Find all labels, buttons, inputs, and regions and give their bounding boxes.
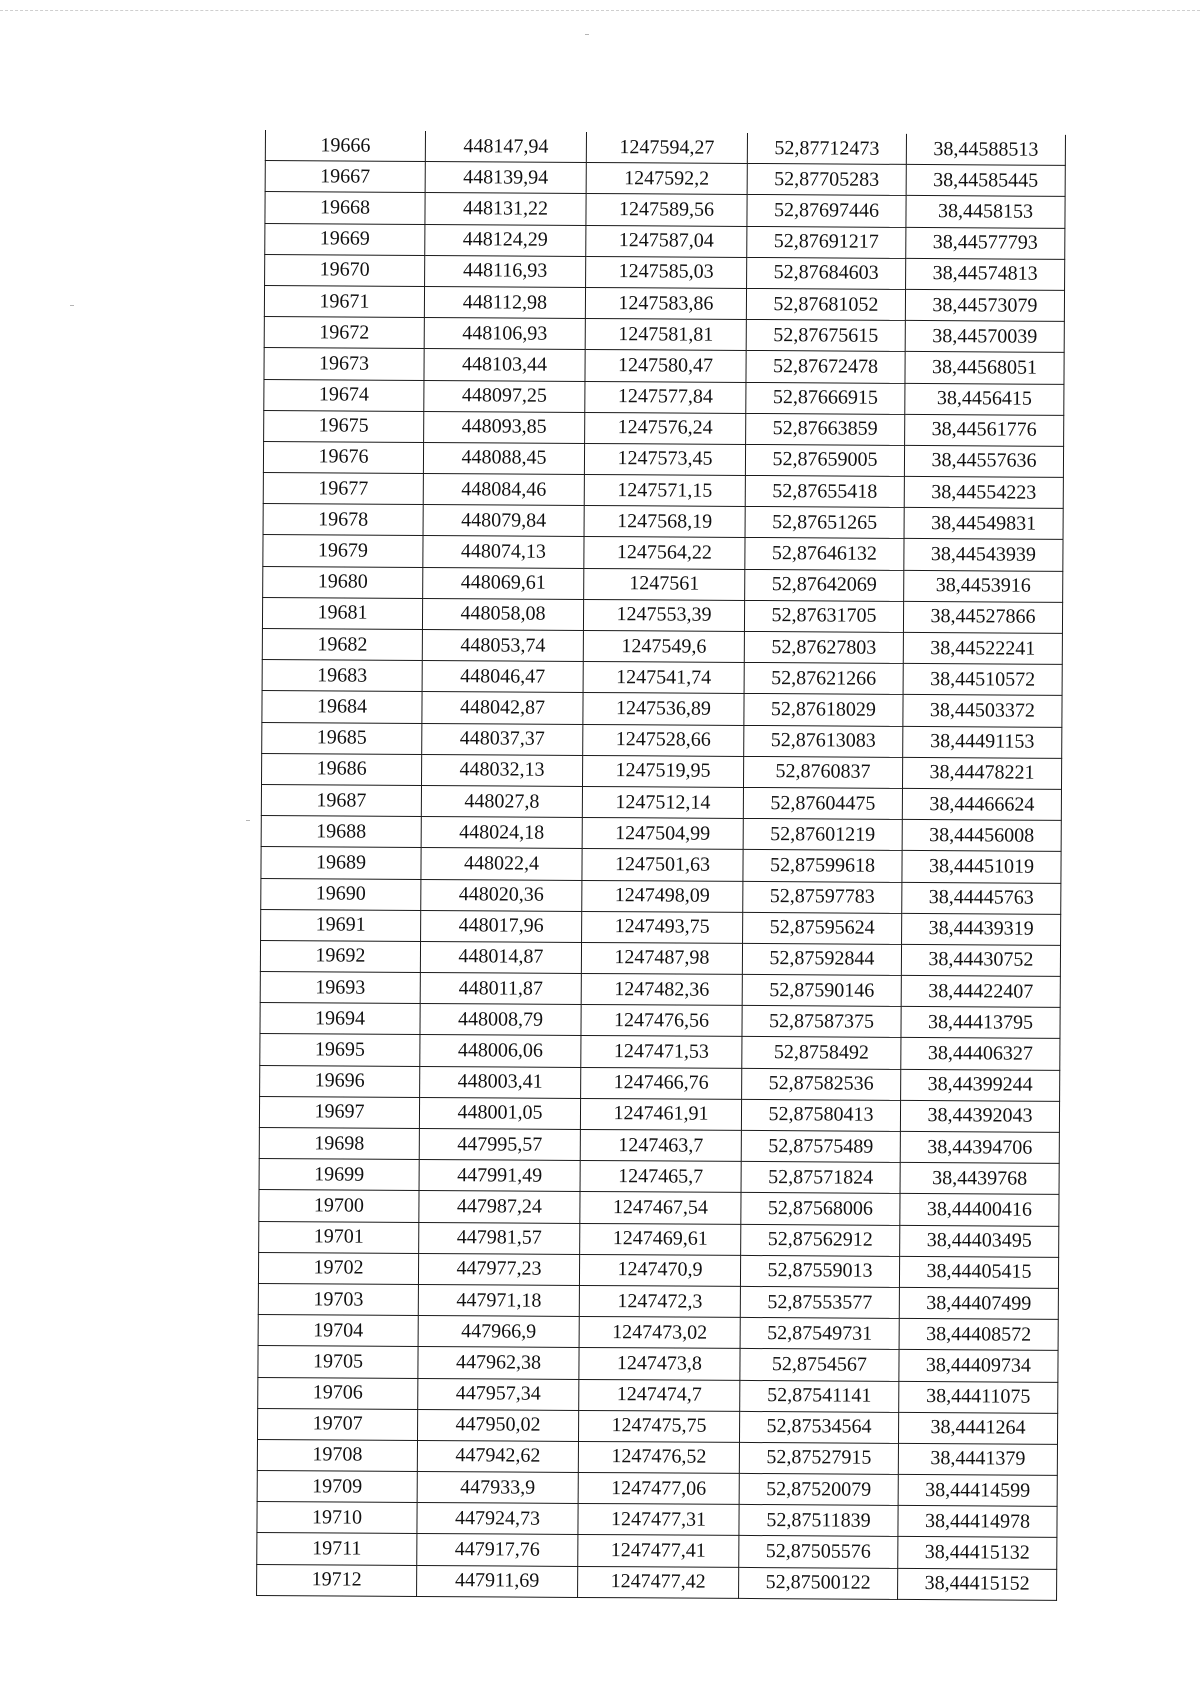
longitude-cell: 38,4453916 [904,570,1063,602]
longitude-cell: 38,44415152 [898,1568,1057,1600]
table-row [265,192,1065,228]
point-number-cell: 19684 [262,691,422,723]
table-row [263,441,1063,477]
y-coordinate-cell: 1247461,91 [580,1098,741,1130]
y-coordinate-cell: 1247498,09 [582,880,743,912]
x-coordinate-cell: 448116,93 [425,255,586,287]
x-coordinate-cell: 448017,96 [421,910,582,942]
latitude-cell: 52,87562912 [741,1224,900,1256]
x-coordinate-cell: 447971,18 [418,1284,579,1316]
table-row [257,1471,1057,1507]
point-number-cell: 19685 [262,722,422,754]
latitude-cell: 52,87663859 [746,413,905,445]
point-number-cell: 19669 [265,223,425,255]
point-number-cell: 19709 [257,1471,417,1503]
latitude-cell: 52,87712473 [747,133,906,165]
latitude-cell: 52,87651265 [745,507,904,539]
table-row [265,161,1065,197]
point-number-cell: 19682 [262,628,422,660]
longitude-cell: 38,44574813 [906,258,1065,290]
y-coordinate-cell: 1247501,63 [582,849,743,881]
x-coordinate-cell: 447950,02 [417,1409,578,1441]
longitude-cell: 38,4458153 [906,196,1065,228]
latitude-cell: 52,87684603 [747,257,906,289]
table-row [265,223,1065,259]
x-coordinate-cell: 448037,37 [422,723,583,755]
y-coordinate-cell: 1247482,36 [581,974,742,1006]
x-coordinate-cell: 448053,74 [422,629,583,661]
x-coordinate-cell: 447933,9 [417,1472,578,1504]
table-row [258,1252,1058,1288]
x-coordinate-cell: 448006,06 [420,1035,581,1067]
y-coordinate-cell: 1247573,45 [584,443,745,475]
y-coordinate-cell: 1247477,41 [578,1535,739,1567]
table-row [263,473,1063,509]
x-coordinate-cell: 448074,13 [423,536,584,568]
latitude-cell: 52,87580413 [741,1099,900,1131]
y-coordinate-cell: 1247474,7 [579,1379,740,1411]
y-coordinate-cell: 1247571,15 [584,475,745,507]
table-row [259,1127,1059,1163]
latitude-cell: 52,87659005 [745,444,904,476]
longitude-cell: 38,44406327 [901,1038,1060,1070]
y-coordinate-cell: 1247568,19 [584,506,745,538]
point-number-cell: 19677 [263,473,423,505]
table-row [261,909,1061,945]
y-coordinate-cell: 1247487,98 [581,942,742,974]
y-coordinate-cell: 1247519,95 [582,755,743,787]
latitude-cell: 52,87575489 [741,1130,900,1162]
x-coordinate-cell: 448001,05 [419,1097,580,1129]
latitude-cell: 52,87595624 [743,912,902,944]
x-coordinate-cell: 448058,08 [422,598,583,630]
x-coordinate-cell: 448024,18 [421,817,582,849]
point-number-cell: 19705 [258,1346,418,1378]
table-row [259,1190,1059,1226]
y-coordinate-cell: 1247581,81 [585,319,746,351]
longitude-cell: 38,4441264 [898,1412,1057,1444]
x-coordinate-cell: 448046,47 [422,661,583,693]
latitude-cell: 52,87541141 [740,1380,899,1412]
y-coordinate-cell: 1247594,27 [586,132,747,164]
point-number-cell: 19676 [263,441,423,473]
table-row [265,130,1065,166]
x-coordinate-cell: 447991,49 [419,1160,580,1192]
y-coordinate-cell: 1247465,7 [580,1161,741,1193]
x-coordinate-cell: 448084,46 [423,474,584,506]
table-row [260,972,1060,1008]
latitude-cell: 52,87672478 [746,351,905,383]
latitude-cell: 52,87597783 [743,881,902,913]
longitude-cell: 38,44408572 [899,1319,1058,1351]
y-coordinate-cell: 1247477,42 [578,1566,739,1598]
latitude-cell: 52,8754567 [740,1349,899,1381]
point-number-cell: 19688 [261,816,421,848]
latitude-cell: 52,87587375 [742,1006,901,1038]
x-coordinate-cell: 448139,94 [425,162,586,194]
point-number-cell: 19699 [259,1159,419,1191]
point-number-cell: 19678 [263,504,423,536]
longitude-cell: 38,44394706 [900,1131,1059,1163]
table-row [260,1034,1060,1070]
x-coordinate-cell: 448008,79 [420,1004,581,1036]
table-row [260,1003,1060,1039]
point-number-cell: 19694 [260,1003,420,1035]
y-coordinate-cell: 1247473,8 [579,1348,740,1380]
table-row [262,691,1062,727]
y-coordinate-cell: 1247471,53 [581,1036,742,1068]
point-number-cell: 19687 [261,784,421,816]
y-coordinate-cell: 1247470,9 [579,1254,740,1286]
latitude-cell: 52,87599618 [743,850,902,882]
table-row [263,504,1063,540]
longitude-cell: 38,44405415 [899,1256,1058,1288]
latitude-cell: 52,87592844 [742,943,901,975]
longitude-cell: 38,44543939 [904,539,1063,571]
table-row [262,753,1062,789]
coordinates-table-body [257,130,1066,1600]
y-coordinate-cell: 1247587,04 [586,225,747,257]
table-row [264,317,1064,353]
table-row [262,722,1062,758]
latitude-cell: 52,87500122 [739,1567,898,1599]
point-number-cell: 19679 [263,535,423,567]
point-number-cell: 19690 [261,878,421,910]
table-row [263,566,1063,602]
latitude-cell: 52,87697446 [747,195,906,227]
longitude-cell: 38,44522241 [903,632,1062,664]
table-row [261,878,1061,914]
latitude-cell: 52,87631705 [744,600,903,632]
point-number-cell: 19675 [264,410,424,442]
latitude-cell: 52,87627803 [744,631,903,663]
point-number-cell: 19703 [258,1283,418,1315]
table-row [257,1502,1057,1538]
point-number-cell: 19712 [257,1564,417,1596]
y-coordinate-cell: 1247553,39 [583,599,744,631]
point-number-cell: 19702 [258,1252,418,1284]
latitude-cell: 52,87618029 [744,694,903,726]
longitude-cell: 38,44568051 [905,352,1064,384]
longitude-cell: 38,44557636 [904,445,1063,477]
longitude-cell: 38,44577793 [906,227,1065,259]
x-coordinate-cell: 448032,13 [421,754,582,786]
table-row [263,535,1063,571]
y-coordinate-cell: 1247466,76 [581,1067,742,1099]
y-coordinate-cell: 1247576,24 [585,412,746,444]
latitude-cell: 52,8758492 [742,1037,901,1069]
latitude-cell: 52,87505576 [739,1536,898,1568]
point-number-cell: 19711 [257,1533,417,1565]
x-coordinate-cell: 448097,25 [424,380,585,412]
point-number-cell: 19693 [260,972,420,1004]
x-coordinate-cell: 448011,87 [420,973,581,1005]
table-row [259,1159,1059,1195]
table-row [265,254,1065,290]
point-number-cell: 19710 [257,1502,417,1534]
y-coordinate-cell: 1247467,54 [580,1192,741,1224]
longitude-cell: 38,44570039 [905,321,1064,353]
point-number-cell: 19692 [260,940,420,972]
x-coordinate-cell: 448112,98 [424,286,585,318]
y-coordinate-cell: 1247473,02 [579,1317,740,1349]
y-coordinate-cell: 1247463,7 [580,1129,741,1161]
longitude-cell: 38,44414978 [898,1506,1057,1538]
latitude-cell: 52,87621266 [744,663,903,695]
latitude-cell: 52,87582536 [742,1068,901,1100]
y-coordinate-cell: 1247477,06 [578,1473,739,1505]
longitude-cell: 38,4456415 [905,383,1064,415]
y-coordinate-cell: 1247580,47 [585,350,746,382]
longitude-cell: 38,44456008 [902,820,1061,852]
latitude-cell: 52,87642069 [745,569,904,601]
y-coordinate-cell: 1247476,56 [581,1005,742,1037]
longitude-cell: 38,44439319 [902,913,1061,945]
y-coordinate-cell: 1247577,84 [585,381,746,413]
latitude-cell: 52,87534564 [739,1411,898,1443]
table-row [257,1564,1057,1600]
longitude-cell: 38,44585445 [906,165,1065,197]
longitude-cell: 38,44445763 [902,882,1061,914]
y-coordinate-cell: 1247477,31 [578,1504,739,1536]
x-coordinate-cell: 447995,57 [419,1128,580,1160]
y-coordinate-cell: 1247585,03 [586,256,747,288]
y-coordinate-cell: 1247583,86 [585,287,746,319]
point-number-cell: 19697 [259,1096,419,1128]
longitude-cell: 38,44554223 [904,476,1063,508]
scan-top-edge [0,10,1200,12]
scan-speck [246,820,250,821]
longitude-cell: 38,44414599 [898,1474,1057,1506]
latitude-cell: 52,87527915 [739,1442,898,1474]
latitude-cell: 52,87559013 [740,1255,899,1287]
x-coordinate-cell: 447981,57 [419,1222,580,1254]
x-coordinate-cell: 448069,61 [423,567,584,599]
y-coordinate-cell: 1247564,22 [584,537,745,569]
y-coordinate-cell: 1247592,2 [586,163,747,195]
table-row [258,1377,1058,1413]
table-row [262,660,1062,696]
y-coordinate-cell: 1247469,61 [580,1223,741,1255]
latitude-cell: 52,87520079 [739,1473,898,1505]
point-number-cell: 19673 [264,348,424,380]
y-coordinate-cell: 1247589,56 [586,194,747,226]
latitude-cell: 52,87571824 [741,1162,900,1194]
point-number-cell: 19681 [262,597,422,629]
table-row [257,1533,1057,1569]
x-coordinate-cell: 447917,76 [417,1534,578,1566]
longitude-cell: 38,44422407 [901,975,1060,1007]
table-row [260,940,1060,976]
latitude-cell: 52,87675615 [746,320,905,352]
point-number-cell: 19671 [264,285,424,317]
longitude-cell: 38,4441379 [898,1443,1057,1475]
point-number-cell: 19696 [260,1065,420,1097]
x-coordinate-cell: 448079,84 [423,505,584,537]
point-number-cell: 19686 [262,753,422,785]
latitude-cell: 52,87549731 [740,1318,899,1350]
longitude-cell: 38,44409734 [899,1350,1058,1382]
longitude-cell: 38,44430752 [901,944,1060,976]
longitude-cell: 38,44403495 [900,1225,1059,1257]
point-number-cell: 19674 [264,379,424,411]
x-coordinate-cell: 448003,41 [420,1066,581,1098]
x-coordinate-cell: 448124,29 [425,224,586,256]
table-row [264,285,1064,321]
point-number-cell: 19683 [262,660,422,692]
x-coordinate-cell: 448022,4 [421,848,582,880]
y-coordinate-cell: 1247512,14 [582,786,743,818]
latitude-cell: 52,87511839 [739,1505,898,1537]
longitude-cell: 38,4439768 [900,1163,1059,1195]
latitude-cell: 52,87590146 [742,974,901,1006]
y-coordinate-cell: 1247472,3 [579,1285,740,1317]
x-coordinate-cell: 447911,69 [417,1565,578,1597]
longitude-cell: 38,44400416 [900,1194,1059,1226]
x-coordinate-cell: 447987,24 [419,1191,580,1223]
x-coordinate-cell: 448093,85 [424,411,585,443]
x-coordinate-cell: 448027,8 [421,785,582,817]
table-row [259,1221,1059,1257]
x-coordinate-cell: 448147,94 [425,131,586,163]
table-row [259,1096,1059,1132]
scan-speck [70,305,74,306]
x-coordinate-cell: 448020,36 [421,879,582,911]
longitude-cell: 38,44588513 [906,134,1065,166]
table-row [262,628,1062,664]
y-coordinate-cell: 1247549,6 [583,630,744,662]
table-row [257,1439,1057,1475]
table-row [264,348,1064,384]
y-coordinate-cell: 1247504,99 [582,818,743,850]
y-coordinate-cell: 1247528,66 [583,724,744,756]
table-row [258,1346,1058,1382]
x-coordinate-cell: 447962,38 [418,1347,579,1379]
longitude-cell: 38,44407499 [899,1287,1058,1319]
x-coordinate-cell: 447977,23 [418,1253,579,1285]
longitude-cell: 38,44411075 [899,1381,1058,1413]
table-row [258,1315,1058,1351]
longitude-cell: 38,44573079 [905,289,1064,321]
table-row [264,379,1064,415]
longitude-cell: 38,44549831 [904,508,1063,540]
point-number-cell: 19695 [260,1034,420,1066]
y-coordinate-cell: 1247561 [584,568,745,600]
x-coordinate-cell: 447942,62 [417,1440,578,1472]
longitude-cell: 38,44392043 [900,1100,1059,1132]
latitude-cell: 52,87681052 [746,288,905,320]
table-row [260,1065,1060,1101]
scan-speck [585,34,589,35]
longitude-cell: 38,44503372 [903,695,1062,727]
point-number-cell: 19704 [258,1315,418,1347]
longitude-cell: 38,44510572 [903,664,1062,696]
latitude-cell: 52,87655418 [745,476,904,508]
latitude-cell: 52,87553577 [740,1286,899,1318]
table-row [264,410,1064,446]
x-coordinate-cell: 448014,87 [420,941,581,973]
table-row [262,597,1062,633]
x-coordinate-cell: 448106,93 [424,318,585,350]
x-coordinate-cell: 448131,22 [425,193,586,225]
longitude-cell: 38,44413795 [901,1007,1060,1039]
latitude-cell: 52,87601219 [743,819,902,851]
latitude-cell: 52,87568006 [741,1193,900,1225]
point-number-cell: 19668 [265,192,425,224]
point-number-cell: 19667 [265,161,425,193]
point-number-cell: 19672 [264,317,424,349]
x-coordinate-cell: 447957,34 [418,1378,579,1410]
point-number-cell: 19708 [257,1439,417,1471]
latitude-cell: 52,8760837 [743,756,902,788]
latitude-cell: 52,87691217 [747,226,906,258]
longitude-cell: 38,44451019 [902,851,1061,883]
longitude-cell: 38,44415132 [898,1537,1057,1569]
y-coordinate-cell: 1247541,74 [583,662,744,694]
table-row [258,1283,1058,1319]
y-coordinate-cell: 1247536,89 [583,693,744,725]
point-number-cell: 19700 [259,1190,419,1222]
point-number-cell: 19706 [258,1377,418,1409]
table-row [258,1408,1058,1444]
point-number-cell: 19701 [259,1221,419,1253]
longitude-cell: 38,44466624 [902,788,1061,820]
latitude-cell: 52,87666915 [746,382,905,414]
longitude-cell: 38,44399244 [901,1069,1060,1101]
latitude-cell: 52,87646132 [745,538,904,570]
table-row [261,816,1061,852]
x-coordinate-cell: 447966,9 [418,1316,579,1348]
latitude-cell: 52,87613083 [744,725,903,757]
y-coordinate-cell: 1247475,75 [578,1410,739,1442]
latitude-cell: 52,87705283 [747,164,906,196]
x-coordinate-cell: 448103,44 [424,349,585,381]
point-number-cell: 19691 [261,909,421,941]
x-coordinate-cell: 447924,73 [417,1503,578,1535]
point-number-cell: 19670 [265,254,425,286]
point-number-cell: 19689 [261,847,421,879]
longitude-cell: 38,44561776 [905,414,1064,446]
x-coordinate-cell: 448088,45 [423,442,584,474]
point-number-cell: 19680 [263,566,423,598]
coordinates-table [256,130,1066,1601]
latitude-cell: 52,87604475 [743,787,902,819]
table-row [261,847,1061,883]
longitude-cell: 38,44527866 [903,601,1062,633]
y-coordinate-cell: 1247476,52 [578,1441,739,1473]
point-number-cell: 19698 [259,1127,419,1159]
longitude-cell: 38,44491153 [903,726,1062,758]
table-row [261,784,1061,820]
x-coordinate-cell: 448042,87 [422,692,583,724]
y-coordinate-cell: 1247493,75 [582,911,743,943]
point-number-cell: 19707 [258,1408,418,1440]
longitude-cell: 38,44478221 [902,757,1061,789]
point-number-cell: 19666 [265,130,425,162]
